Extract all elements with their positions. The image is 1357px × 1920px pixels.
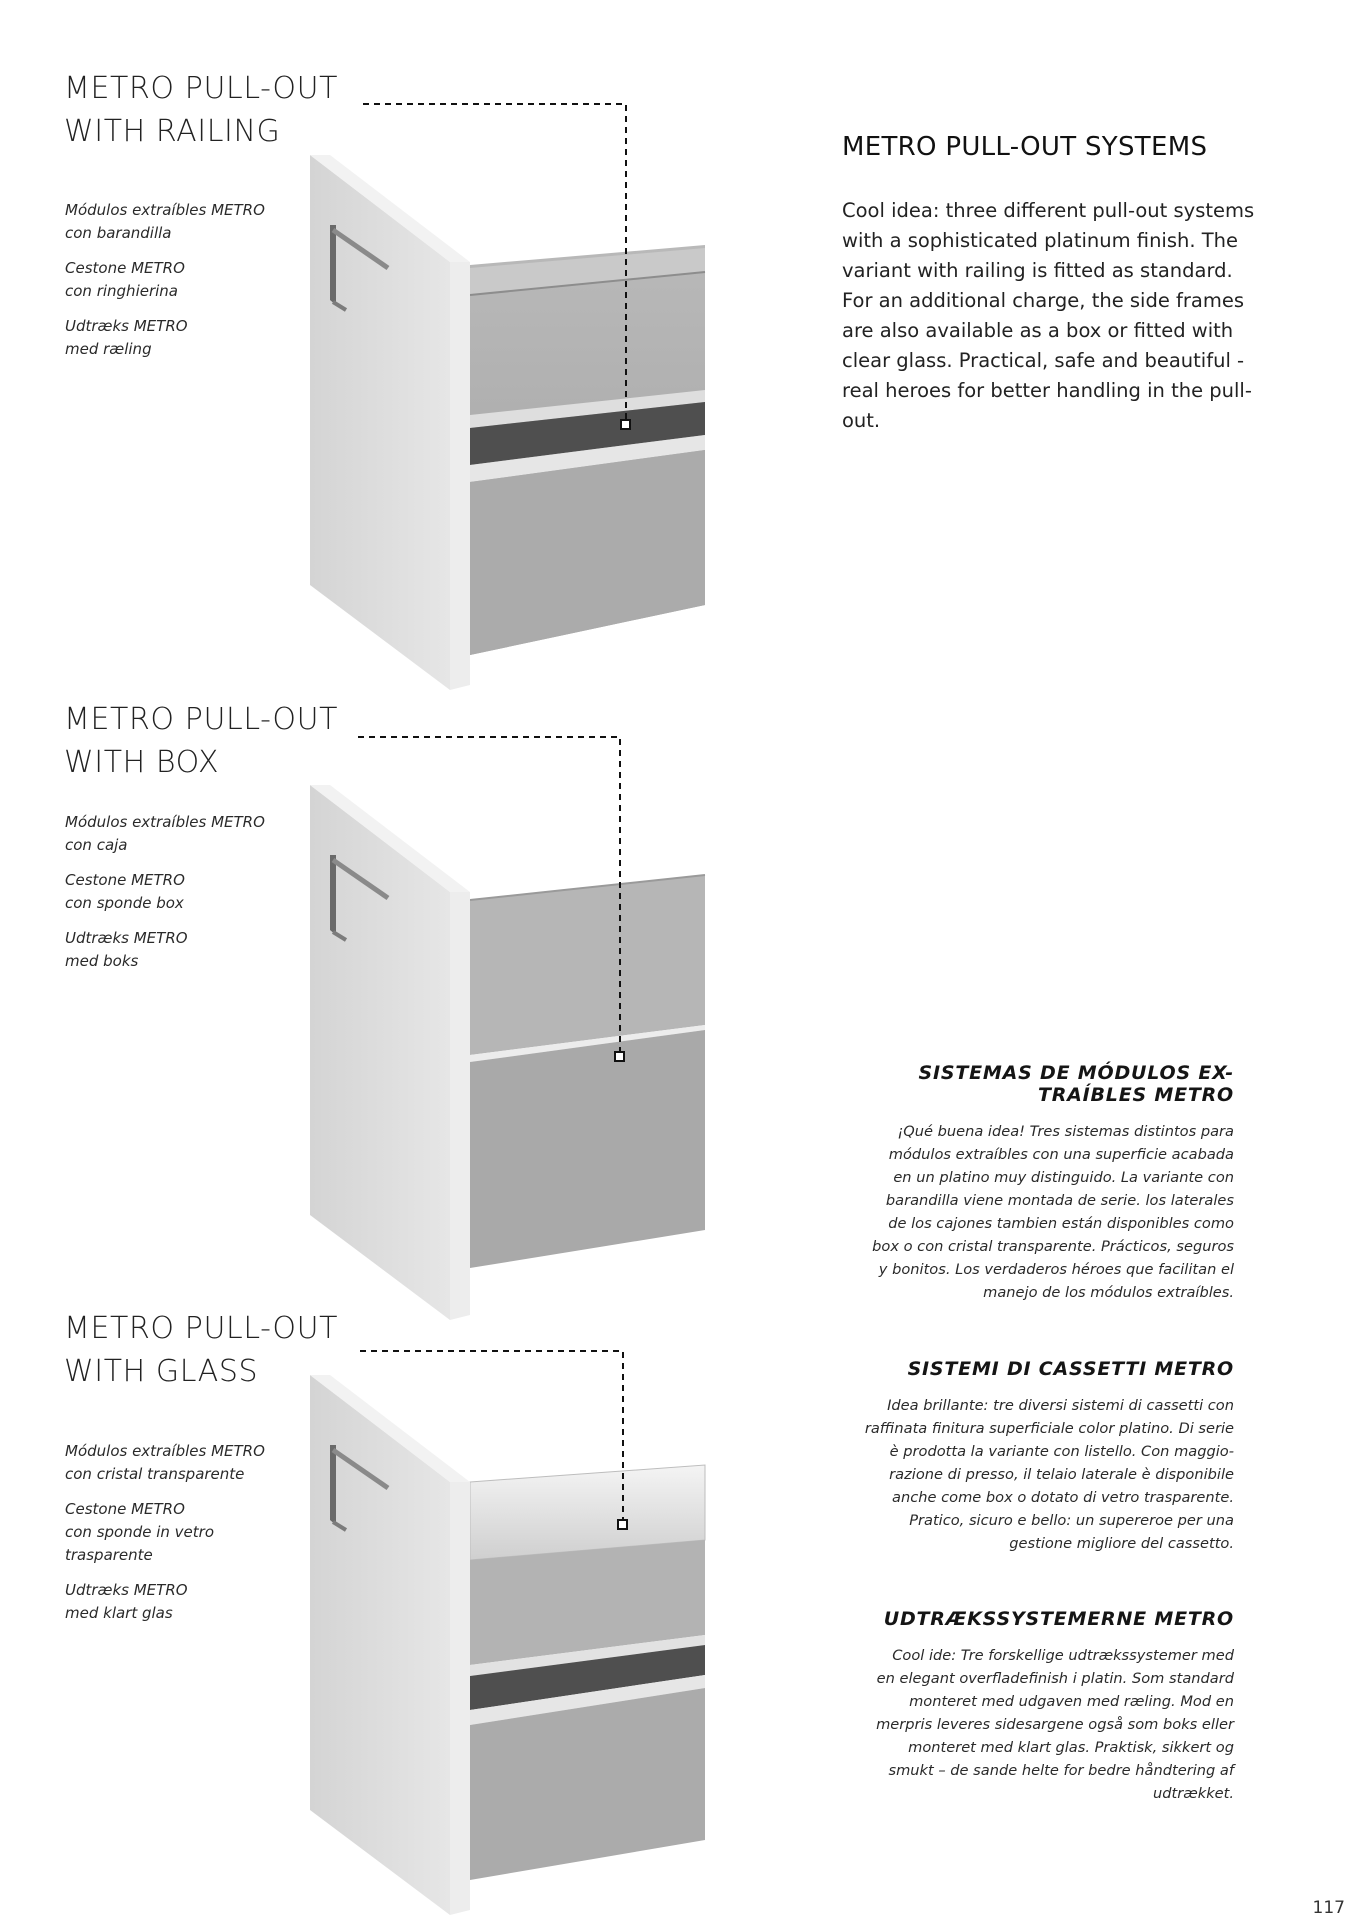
- translation-title: SISTEMAS DE MÓDULOS EX- TRAÍBLES METRO: [918, 1062, 1234, 1106]
- subtitle-es: Módulos extraíbles METRO con barandilla: [65, 201, 265, 242]
- translation-body: Cool ide: Tre forskellige udtrækssystemer med en elegant overfladefinish i platin. Som standard monteret med udgaven med ræling. Mod en merpris leveres sidesargene også som boks eller monteret med klart glas. Praktisk, sikkert og smukt – de sande helte for bedre håndtering af udtrækket.: [876, 1647, 1234, 1802]
- section-title-glass: [64, 1307, 338, 1393]
- translation-title: SISTEMI DI CASSETTI METRO: [907, 1358, 1234, 1380]
- subtitle-da: Udtræks METRO med ræling: [65, 317, 188, 358]
- translation-it: [854, 1358, 1234, 1555]
- section-title-line: WITH RAILING: [64, 114, 281, 149]
- translation-body: ¡Qué buena idea! Tres sistemas distintos para módulos extraíbles con una superficie acabada en un platino muy distinguido. La variante con barandilla viene montada de serie. los laterales de los cajones tambien están disponibles como box o con cristal transparente. Prácticos, seguros y bonitos. Los verdaderos héroes que facilitan el manejo de los módulos extraíbles.: [872, 1123, 1234, 1301]
- translation-title: UDTRÆKSSYSTEMERNE METRO: [883, 1608, 1234, 1630]
- section-title-line: METRO PULL-OUT: [64, 71, 339, 106]
- section-title-line: METRO PULL-OUT: [64, 702, 339, 737]
- section-title-line: METRO PULL-OUT: [64, 1311, 339, 1346]
- subtitle-da: Udtræks METRO med boks: [65, 929, 188, 970]
- subtitle-list-box: [65, 811, 305, 985]
- subtitle-it: Cestone METRO con ringhierina: [65, 259, 185, 300]
- subtitle-it: Cestone METRO con sponde box: [65, 871, 185, 912]
- subtitle-list-railing: [65, 199, 305, 373]
- main-body: Cool idea: three different pull-out systems with a sophisticated platinum finish. The variant with railing is fitted as standard. For an additional charge, the side frames are also available as a box or fitted with clear glass. Practical, safe and beautiful - real heroes for better handling in the pull-out.: [842, 199, 1255, 432]
- section-title-railing: [64, 67, 338, 153]
- drawer-box-illustration: [300, 780, 720, 1320]
- section-title-line: WITH GLASS: [64, 1354, 259, 1389]
- drawer-glass-illustration: [300, 1370, 720, 1915]
- subtitle-es: Módulos extraíbles METRO con cristal transparente: [65, 1442, 265, 1483]
- subtitle-da: Udtræks METRO med klart glas: [65, 1581, 188, 1622]
- page-number: 117: [1312, 1898, 1345, 1918]
- drawer-railing-illustration: [300, 150, 720, 690]
- subtitle-it: Cestone METRO con sponde in vetro trasparente: [65, 1500, 215, 1564]
- translation-da: [854, 1608, 1234, 1805]
- section-title-box: [64, 698, 338, 784]
- main-title: METRO PULL-OUT SYSTEMS: [842, 132, 1208, 162]
- section-title-line: WITH BOX: [64, 745, 220, 780]
- translation-body: Idea brillante: tre diversi sistemi di cassetti con raffinata finitura superficiale color platino. Di serie è prodotta la variante con listello. Con maggio- razione di presso, il telaio laterale è disponibile anche come box o dotato di vetro trasparente. Pratico, sicuro e bello: un supereroe per una gestione migliore del cassetto.: [864, 1397, 1234, 1552]
- subtitle-list-glass: [65, 1440, 305, 1637]
- translation-es: [854, 1062, 1234, 1304]
- subtitle-es: Módulos extraíbles METRO con caja: [65, 813, 265, 854]
